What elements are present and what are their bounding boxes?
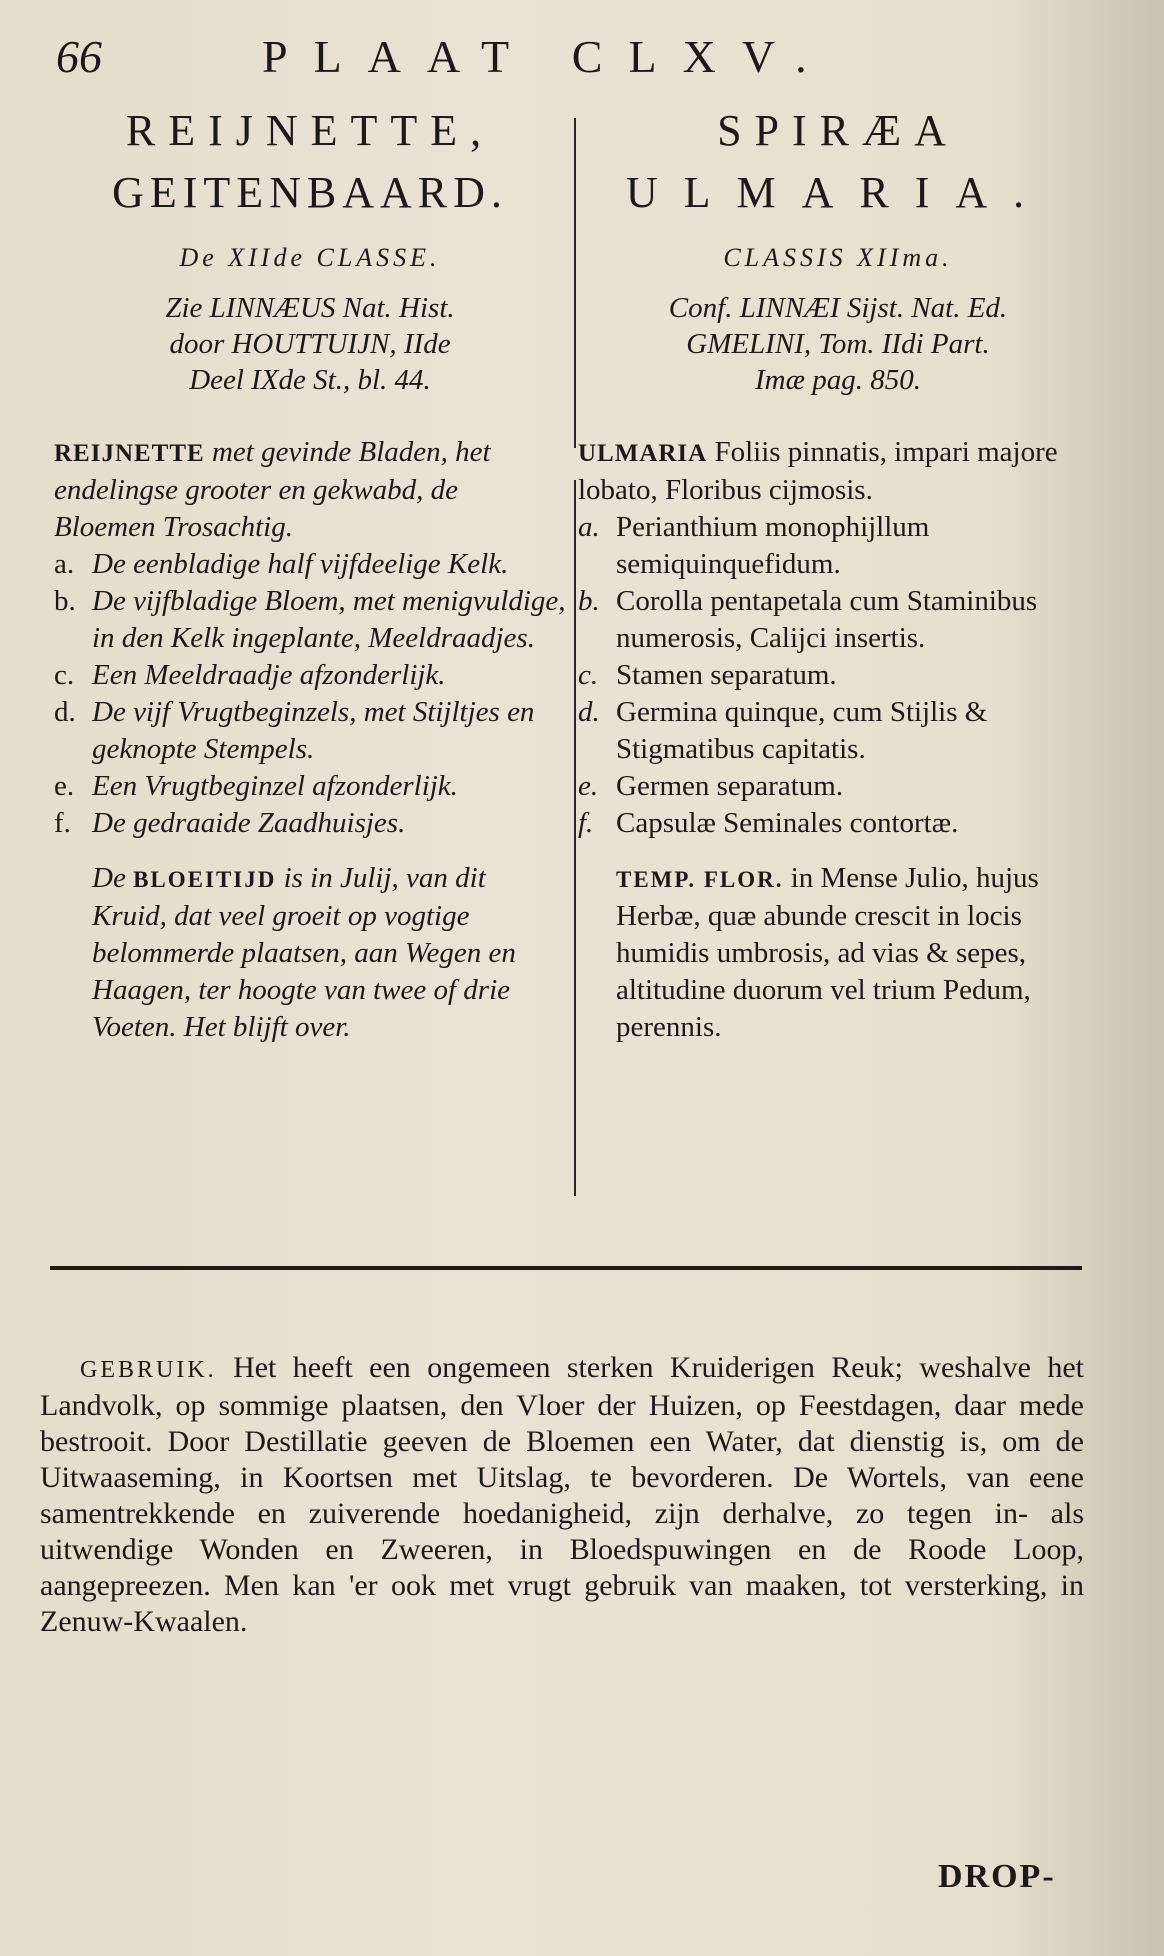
item-letter: e.	[54, 770, 75, 802]
item-text: Corolla pentapetala cum Staminibus numerosis, Calijci insertis.	[616, 585, 1038, 654]
latin-item-f	[578, 805, 1098, 842]
latin-item-e	[578, 768, 1098, 805]
latin-ref-line-3: Imæ pag. 850.	[755, 364, 921, 396]
dutch-diagnosis-text: met gevinde Bladen, het endelingse grooter en gekwabd, de Bloemen Trosachtig.	[54, 436, 491, 543]
item-letter: c.	[578, 659, 599, 691]
temp-flor-label: TEMP. FLOR.	[616, 867, 784, 892]
item-text: De gedraaide Zaadhuisjes.	[92, 807, 406, 839]
latin-item-a	[578, 509, 1098, 583]
dutch-title-1: REIJNETTE,	[125, 106, 495, 155]
dutch-column	[54, 100, 566, 1046]
latin-classe: CLASSIS XIIma.	[723, 243, 953, 272]
page-number: 66	[56, 31, 102, 82]
latin-item-b	[578, 583, 1098, 657]
dutch-ref-line-2: door HOUTTUIJN, IIde	[169, 328, 451, 360]
item-text: Germen separatum.	[616, 770, 844, 802]
dutch-item-a	[54, 546, 566, 583]
item-text: Een Vrugtbeginzel afzonderlijk.	[92, 770, 458, 802]
bloei-prefix: De	[92, 862, 126, 894]
item-letter: b.	[54, 585, 76, 617]
item-letter: f.	[578, 807, 594, 839]
item-letter: f.	[54, 807, 71, 839]
latin-reference	[578, 290, 1098, 398]
item-letter: a.	[54, 548, 75, 580]
usage-text: Het heeft een ongemeen sterken Kruiderigen Reuk; weshalve het Landvolk, op sommige plaatsen, den Vloer der Huizen, op Feestdagen, daar mede bestrooit. Door Destillatie geeven de Bloemen een Water, dat dienstig is, om de Uitwaaseming, in Koortsen met Uitslag, te bevorderen. De Wortels, van eene samentrekkende en zuiverende hoedanigheid, zijn derhalve, zo tegen in- als uitwendige Wonden en Zweeren, in Bloedspuwingen en de Roode Loop, aangepreezen. Men kan 'er ook met vrugt gebruik van maaken, tot versterking, in Zenuw-Kwaalen.	[40, 1351, 1084, 1638]
latin-flowering-time	[578, 860, 1098, 1046]
latin-ref-line-2: GMELINI, Tom. IIdi Part.	[686, 328, 990, 360]
item-letter: e.	[578, 770, 599, 802]
item-text: De eenbladige half vijfdeelige Kelk.	[92, 548, 509, 580]
item-text: Capsulæ Seminales contortæ.	[616, 807, 959, 839]
latin-item-c	[578, 657, 1098, 694]
item-letter: d.	[578, 696, 600, 728]
item-text: De vijfbladige Bloem, met menigvuldige, in den Kelk ingeplante, Meeldraadjes.	[92, 585, 566, 654]
latin-item-d	[578, 694, 1098, 768]
dutch-reference	[54, 290, 566, 398]
dutch-item-c	[54, 657, 566, 694]
latin-column	[578, 100, 1098, 1046]
item-text: Een Meeldraadje afzonderlijk.	[92, 659, 446, 691]
item-text: Perianthium monophijllum semiquinquefidum.	[616, 511, 930, 580]
item-letter: d.	[54, 696, 76, 728]
item-letter: c.	[54, 659, 75, 691]
horizontal-rule	[50, 1266, 1082, 1270]
bloei-label: BLOEITIJD	[133, 867, 277, 892]
dutch-diagnosis	[54, 434, 566, 546]
dutch-title-2: GEITENBAARD.	[112, 168, 508, 217]
latin-description	[578, 434, 1098, 842]
dutch-ref-line-3: Deel IXde St., bl. 44.	[189, 364, 431, 396]
bloei-text: is in Julij, van dit Kruid, dat veel groeit op vogtige belommerde plaatsen, aan Wegen en Haagen, ter hoogte van twee of drie Voeten. Het blijft over.	[92, 862, 516, 1043]
catchword: DROP-	[938, 1858, 1056, 1895]
usage-paragraph	[40, 1350, 1084, 1640]
column-divider-top	[574, 118, 576, 448]
dutch-item-f	[54, 805, 566, 842]
item-text: Germina quinque, cum Stijlis & Stigmatibus capitatis.	[616, 696, 988, 765]
latin-title-2: ULMARIA.	[625, 168, 1051, 217]
dutch-item-d	[54, 694, 566, 768]
dutch-item-b	[54, 583, 566, 657]
item-text: De vijf Vrugtbeginzels, met Stijltjes en geknopte Stempels.	[92, 696, 535, 765]
column-divider-bottom	[574, 480, 576, 1196]
dutch-item-e	[54, 768, 566, 805]
latin-title-1: SPIRÆA	[717, 106, 959, 155]
latin-ref-line-1: Conf. LINNÆI Sijst. Nat. Ed.	[668, 292, 1008, 324]
dutch-flowering-time	[54, 860, 566, 1046]
latin-diagnosis-lead: ULMARIA	[578, 440, 708, 467]
temp-flor-text: in Mense Julio, hujus Herbæ, quæ abunde crescit in locis humidis umbrosis, ad vias & sepes, altitudine duorum vel trium Pedum, perennis.	[616, 862, 1039, 1043]
dutch-classe: De XIIde CLASSE.	[179, 243, 441, 272]
latin-diagnosis-text: Foliis pinnatis, impari majore lobato, Floribus cijmosis.	[578, 436, 1058, 506]
dutch-diagnosis-lead: REIJNETTE	[54, 440, 205, 467]
usage-label: GEBRUIK.	[80, 1357, 217, 1383]
dutch-description	[54, 434, 566, 842]
latin-diagnosis	[578, 434, 1098, 509]
item-letter: a.	[578, 511, 600, 543]
dutch-ref-line-1: Zie LINNÆUS Nat. Hist.	[165, 292, 455, 324]
item-letter: b.	[578, 585, 600, 617]
plate-title: PLAAT CLXV.	[262, 31, 833, 82]
item-text: Stamen separatum.	[616, 659, 837, 691]
